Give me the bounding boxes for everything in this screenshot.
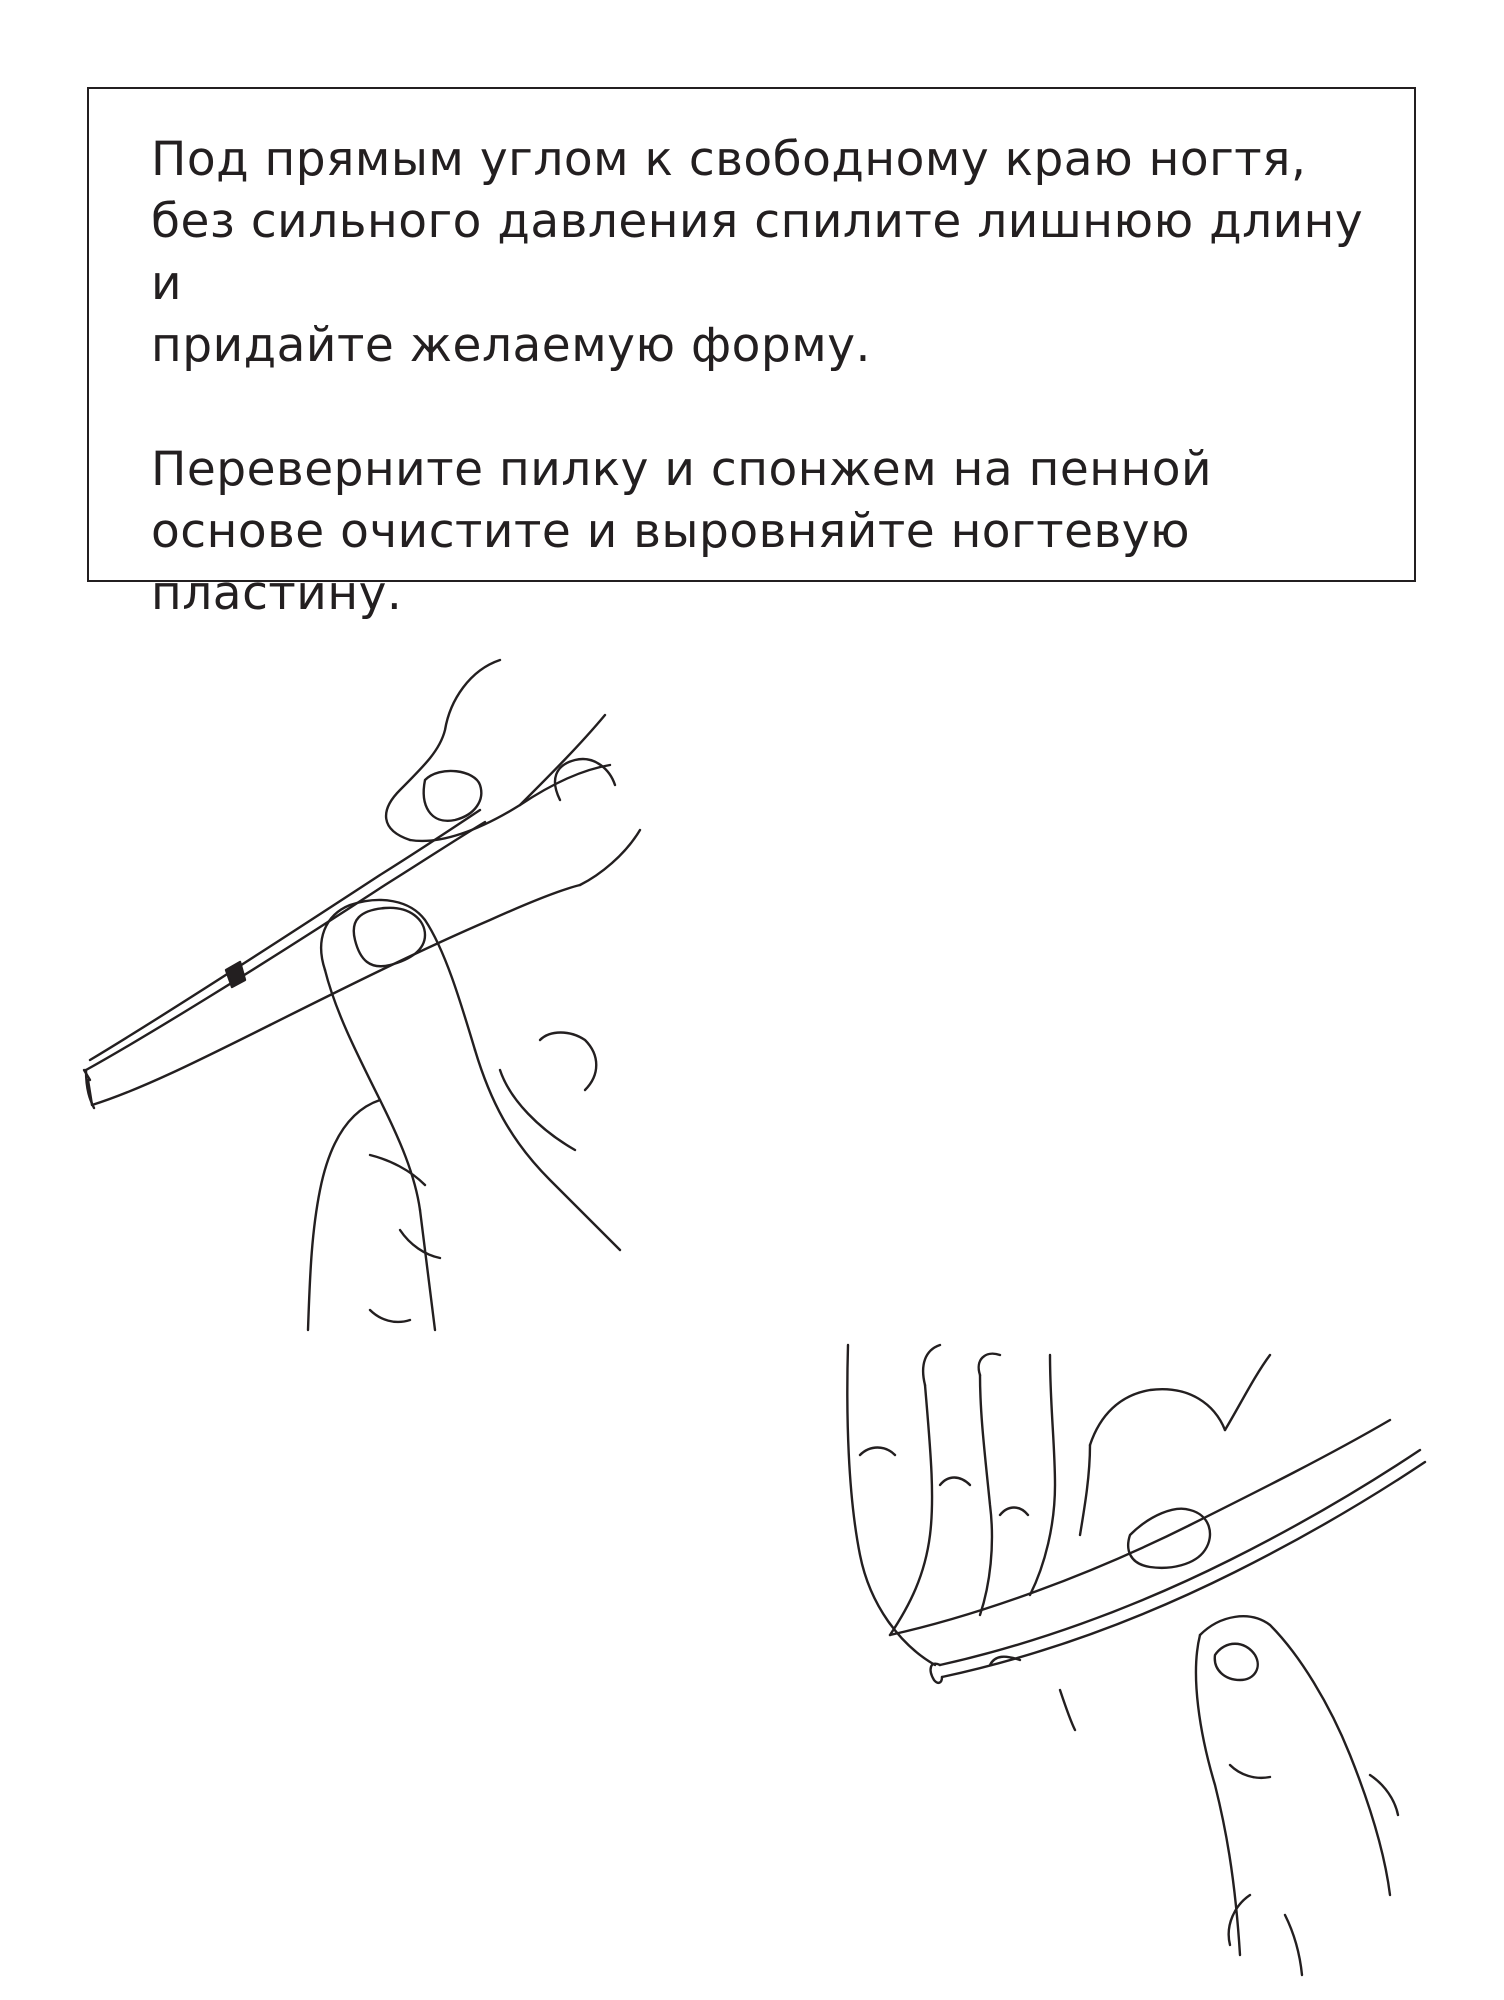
instruction-text bbox=[151, 129, 1381, 687]
instruction-step-1: Под прямым углом к свободному краю ногтя, без сильного давления спилите лишнюю длину и придайте желаемую форму. bbox=[151, 132, 1364, 373]
instruction-step-2: Переверните пилку и спонжем на пенной основе очистите и выровняйте ногтевую пластину. bbox=[151, 442, 1212, 621]
instruction-box bbox=[87, 87, 1416, 621]
hand-filing-nail-icon bbox=[80, 630, 700, 1350]
hand-buffing-nail-icon bbox=[830, 1335, 1430, 1995]
